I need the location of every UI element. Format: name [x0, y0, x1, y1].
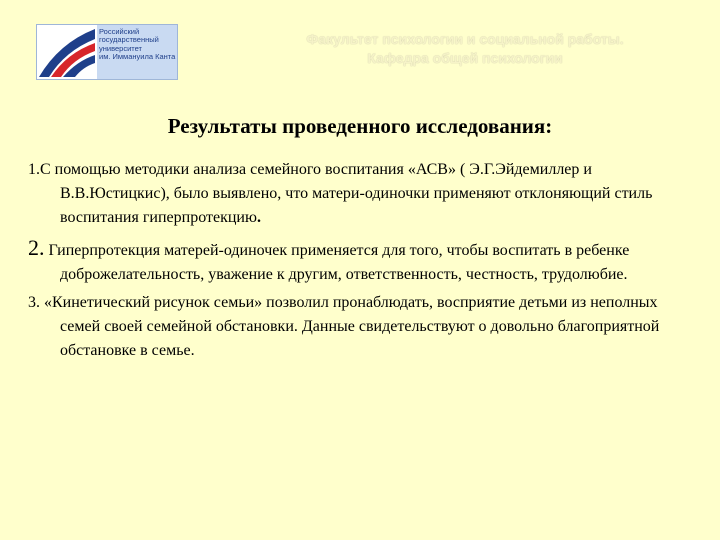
item-number: 3.: [28, 294, 40, 311]
results-list: [28, 158, 688, 363]
list-item: [28, 236, 688, 287]
faculty-name: Факультет психологии и социальной работы.: [306, 31, 624, 47]
list-item: [28, 291, 688, 363]
item-ending: .: [256, 209, 261, 226]
logo-text: Российский государственный университет им. Иммануила Канта: [99, 27, 176, 62]
item-text: Гиперпротекция матерей-одиночек применяется для того, чтобы воспитать в ребенке доброжелательность, уважение к другим, ответственность, честность, трудолюбие.: [48, 242, 630, 283]
slide-title: Результаты проведенного исследования:: [167, 114, 553, 138]
item-number: 1.: [28, 161, 40, 178]
item-text: С помощью методики анализа семейного воспитания «АСВ» ( Э.Г.Эйдемиллер и В.В.Юстицкис), было выявлено, что матери-одиночки применяют отклоняющий стиль воспитания гиперпротекцию: [40, 161, 653, 226]
item-text: «Кинетический рисунок семьи» позволил пронаблюдать, восприятие детьми из неполных семей своей семейной обстановки. Данные свидетельствуют о довольно благоприятной обстановке в семье.: [44, 294, 660, 359]
faculty-header: [240, 30, 690, 68]
university-logo: [36, 24, 178, 80]
department-name: Кафедра общей психологии: [367, 50, 563, 66]
list-item: [28, 158, 688, 230]
item-number: 2.: [28, 235, 45, 260]
